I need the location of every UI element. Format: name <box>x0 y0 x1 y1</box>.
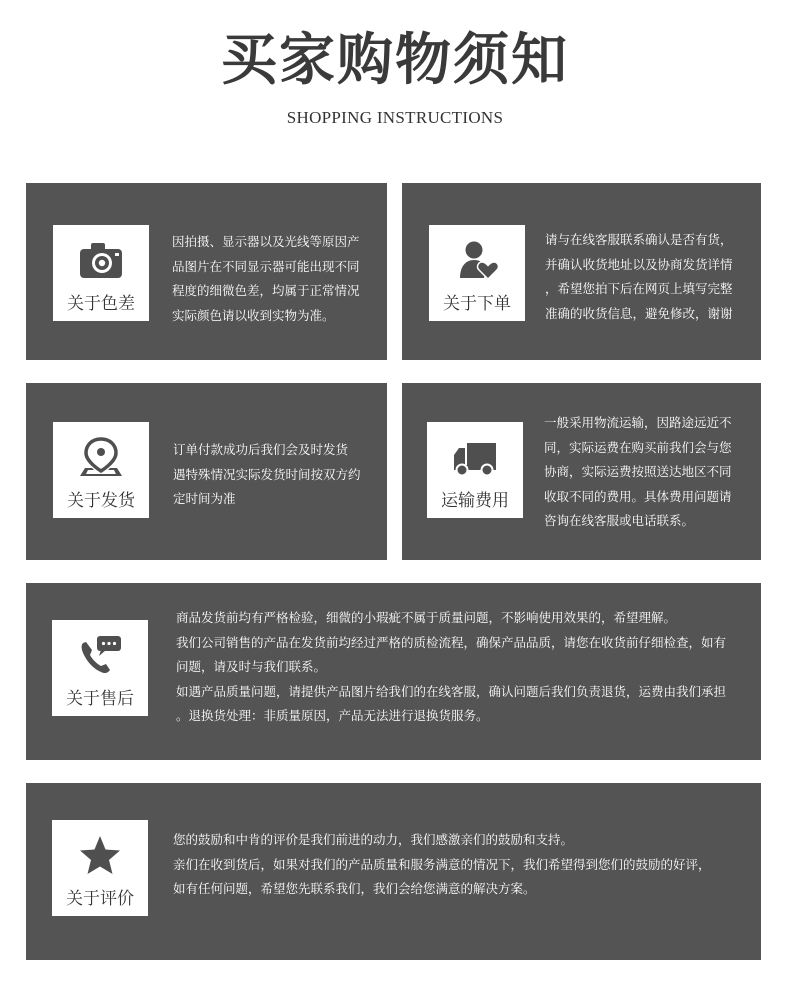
page-title: 买家购物须知 <box>221 28 569 93</box>
card-text <box>173 828 711 902</box>
text-line: 实际颜色请以收到实物为准。 <box>172 307 335 323</box>
text-line: 如遇产品质量问题，请提供产品图片给我们的在线客服，确认问题后我们负责退货，运费由我们承担 <box>176 683 727 699</box>
card-after-sales <box>26 583 761 760</box>
user-heart-icon <box>454 240 500 280</box>
card-text <box>173 438 361 512</box>
text-line: 因拍摄、显示器以及光线等原因产 <box>172 234 360 249</box>
card-text <box>176 606 726 729</box>
icon-box <box>427 422 523 518</box>
text-line: 收取不同的费用。具体费用问题请 <box>544 488 732 504</box>
text-line: 品图片在不同显示器可能出现不同 <box>172 258 360 274</box>
card-text <box>545 228 733 326</box>
card-label: 关于发货 <box>67 491 135 511</box>
phone-chat-icon <box>77 635 123 675</box>
card-label: 关于评价 <box>66 889 134 909</box>
text-line: 您的鼓励和中肯的评价是我们前进的动力，我们感激亲们的鼓励和支持。 <box>173 832 574 847</box>
icon-box <box>53 225 149 321</box>
card-label: 关于色差 <box>67 294 135 314</box>
text-line: 咨询在线客服或电话联系。 <box>544 513 695 528</box>
text-line: 定时间为准 <box>173 491 236 506</box>
card-label: 关于下单 <box>443 294 511 314</box>
card-label: 关于售后 <box>66 689 134 709</box>
card-text <box>544 411 732 534</box>
icon-box <box>52 620 148 716</box>
text-line: 。退换货处理：非质量原因，产品无法进行退换货服务。 <box>176 708 489 723</box>
card-reviews <box>26 783 761 960</box>
icon-box <box>53 422 149 518</box>
star-icon <box>77 835 123 875</box>
text-line: 商品发货前均有严格检验，细微的小瑕疵不属于质量问题，不影响使用效果的，希望理解。 <box>176 610 677 625</box>
icon-box <box>52 820 148 916</box>
page-subtitle: SHOPPING INSTRUCTIONS <box>286 108 504 127</box>
truck-icon <box>452 437 498 477</box>
text-line: ，希望您拍下后在网页上填写完整 <box>545 281 733 296</box>
card-ordering <box>402 183 761 360</box>
text-line: 协商，实际运费按照送达地区不同 <box>544 464 732 479</box>
card-color-difference <box>26 183 387 360</box>
card-shipping <box>26 383 387 560</box>
text-line: 并确认收货地址以及协商发货详情 <box>545 256 733 272</box>
text-line: 我们公司销售的产品在发货前均经过严格的质检流程，确保产品品质，请您在收货前仔细检查，如有 <box>176 634 727 650</box>
text-line: 遇特殊情况实际发货时间按双方约 <box>173 466 361 482</box>
icon-box <box>429 225 525 321</box>
text-line: 订单付款成功后我们会及时发货 <box>173 442 349 457</box>
text-line: 同，实际运费在购买前我们会与您 <box>544 439 732 455</box>
text-line: 问题，请及时与我们联系。 <box>176 659 327 674</box>
card-freight <box>402 383 761 560</box>
card-label: 运输费用 <box>441 491 509 511</box>
camera-icon <box>78 240 124 280</box>
text-line: 请与在线客服联系确认是否有货， <box>545 232 733 247</box>
text-line: 亲们在收到货后，如果对我们的产品质量和服务满意的情况下，我们希望得到您们的鼓励的好评， <box>173 856 711 872</box>
text-line: 程度的细微色差，均属于正常情况 <box>172 283 360 298</box>
text-line: 如有任何问题，希望您先联系我们，我们会给您满意的解决方案。 <box>173 881 536 896</box>
text-line: 准确的收货信息，避免修改，谢谢 <box>545 305 733 321</box>
card-text <box>172 230 360 328</box>
location-pin-icon <box>78 437 124 477</box>
text-line: 一般采用物流运输，因路途远近不 <box>544 415 732 430</box>
